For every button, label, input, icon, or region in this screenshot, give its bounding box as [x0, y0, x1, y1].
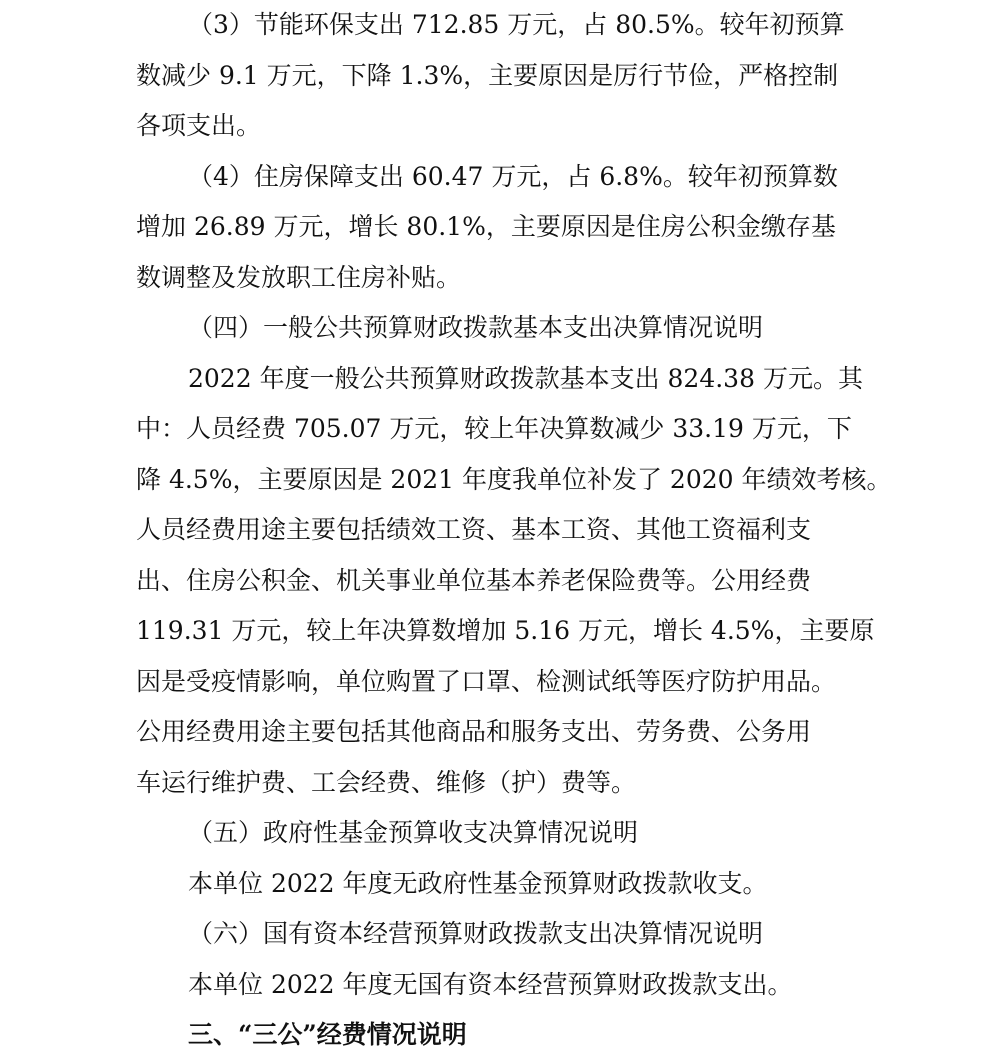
paragraph-basic-expenditure-line-5: 出、住房公积金、机关事业单位基本养老保险费等。公用经费: [136, 565, 812, 595]
section-heading-three-public-expenses: 三、“三公”经费情况说明: [188, 1020, 467, 1049]
section-heading-government-fund: （五）政府性基金预算收支决算情况说明: [188, 818, 639, 847]
paragraph-energy-conservation-line-3: 各项支出。: [136, 111, 262, 140]
paragraph-housing-line-2: 增加 26.89 万元，增长 80.1%，主要原因是住房公积金缴存基: [136, 212, 836, 241]
paragraph-basic-expenditure-line-3: 降 4.5%，主要原因是 2021 年度我单位补发了 2020 年绩效考核。: [136, 464, 892, 494]
paragraph-basic-expenditure-line-7: 因是受疫情影响，单位购置了口罩、检测试纸等医疗防护用品。: [136, 666, 837, 696]
section-heading-state-capital: （六）国有资本经营预算财政拨款支出决算情况说明: [188, 919, 764, 948]
paragraph-basic-expenditure-line-6: 119.31 万元，较上年决算数增加 5.16 万元，增长 4.5%，主要原: [136, 616, 875, 645]
paragraph-basic-expenditure-line-2: 中：人员经费 705.07 万元，较上年决算数减少 33.19 万元，下: [136, 414, 852, 443]
paragraph-housing-line-3: 数调整及发放职工住房补贴。: [136, 262, 462, 292]
paragraph-energy-conservation-line-1: （3）节能环保支出 712.85 万元，占 80.5%。较年初预算: [188, 10, 845, 39]
paragraph-government-fund: 本单位 2022 年度无政府性基金预算财政拨款收支。: [188, 868, 768, 898]
paragraph-state-capital: 本单位 2022 年度无国有资本经营预算财政拨款支出。: [188, 969, 793, 999]
paragraph-energy-conservation-line-2: 数减少 9.1 万元，下降 1.3%，主要原因是厉行节俭，严格控制: [136, 60, 839, 90]
paragraph-basic-expenditure-line-9: 车运行维护费、工会经费、维修（护）费等。: [136, 767, 637, 797]
paragraph-housing-line-1: （4）住房保障支出 60.47 万元，占 6.8%。较年初预算数: [188, 161, 838, 191]
document-page: [136, 0, 896, 1061]
section-heading-basic-expenditure: （四）一般公共预算财政拨款基本支出决算情况说明: [188, 313, 764, 342]
paragraph-basic-expenditure-line-8: 公用经费用途主要包括其他商品和服务支出、劳务费、公务用: [136, 717, 812, 746]
paragraph-basic-expenditure-line-1: 2022 年度一般公共预算财政拨款基本支出 824.38 万元。其: [188, 363, 863, 393]
paragraph-basic-expenditure-line-4: 人员经费用途主要包括绩效工资、基本工资、其他工资福利支: [136, 515, 812, 544]
